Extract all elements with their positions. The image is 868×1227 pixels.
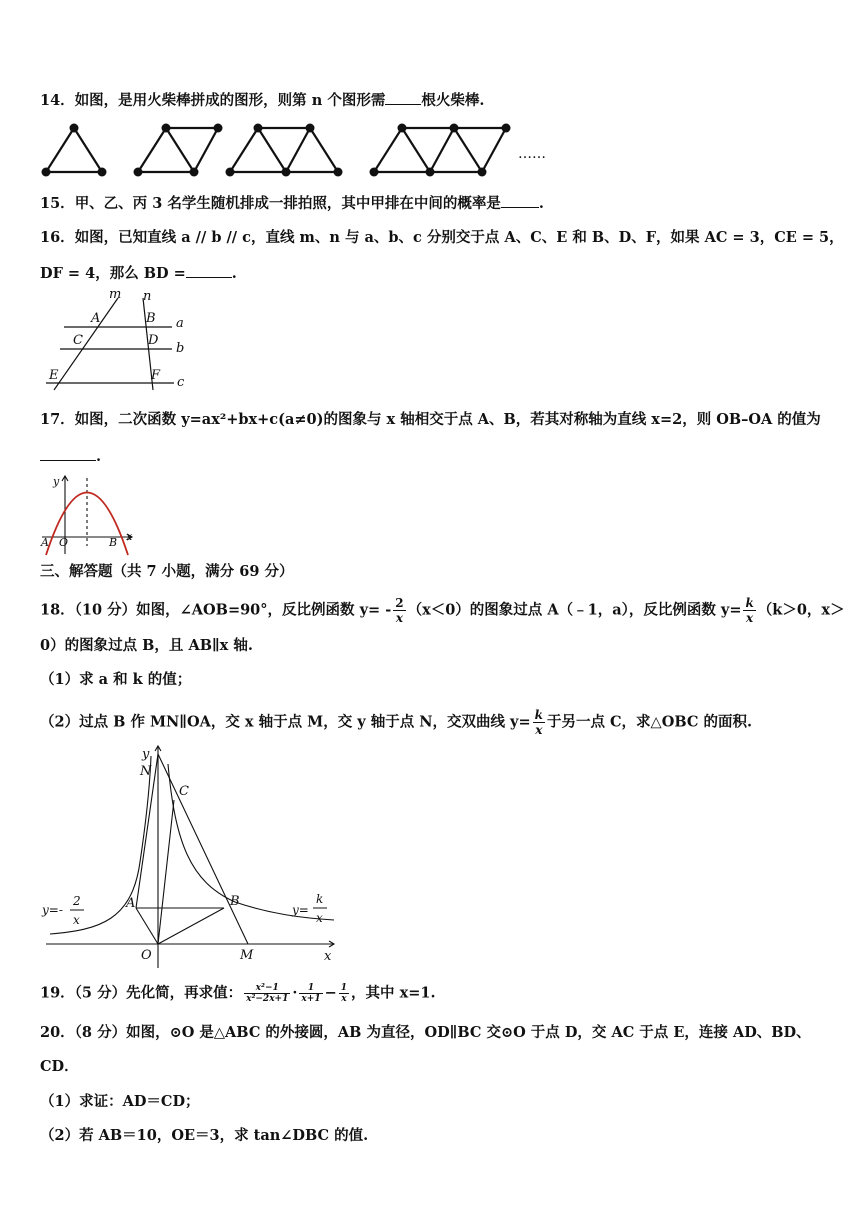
right-curve-denominator: x xyxy=(316,911,323,925)
q16-line1 xyxy=(40,228,844,248)
q19-line xyxy=(40,983,436,1004)
question-number: 15． xyxy=(40,195,75,212)
question-number: 19．（5 分） xyxy=(40,984,127,1002)
q14-text-end: 根火柴棒. xyxy=(421,92,485,109)
q19-text-end: ，其中 x=1. xyxy=(351,984,436,1002)
label-A: A xyxy=(41,536,49,549)
q17-line1 xyxy=(40,410,821,430)
denominator: x²−2x+1 xyxy=(246,994,289,1004)
q18-text: 如图，∠AOB=90°，反比例函数 y= - xyxy=(136,601,392,619)
ellipsis-text: …… xyxy=(518,146,546,162)
hyperbola-figure xyxy=(40,742,340,968)
q16-text-2: DF = 4，那么 BD = xyxy=(40,265,186,282)
label-y: y xyxy=(142,747,150,762)
q19-text: 先化简，再求值： xyxy=(126,984,243,1002)
numerator: 1 xyxy=(340,983,348,993)
answer-blank xyxy=(501,193,539,208)
q18-line2: 0）的图象过点 B，且 AB∥x 轴. xyxy=(40,637,253,654)
label-E: E xyxy=(49,368,59,383)
label-B: B xyxy=(109,536,118,549)
q20-part2: （2）若 AB＝10，OE＝3，求 tan∠DBC 的值. xyxy=(40,1127,369,1144)
right-curve-label: y= xyxy=(292,903,309,917)
answer-blank xyxy=(385,90,421,105)
left-curve-denominator: x xyxy=(73,913,80,927)
label-a: a xyxy=(176,316,184,331)
fraction xyxy=(244,983,290,1004)
question-number: 16． xyxy=(40,229,75,246)
right-curve-numerator: k xyxy=(316,892,324,906)
label-x: x xyxy=(126,530,133,543)
q20-text: 如图，⊙O 是△ABC 的外接圆，AB 为直径，OD∥BC 交⊙O 于点 D，交 AC 于点 E，连接 AD、BD、 xyxy=(126,1024,811,1041)
numerator: 1 xyxy=(299,983,322,994)
answer-blank xyxy=(40,446,96,461)
numerator: k xyxy=(745,596,754,610)
q18-part1: （1）求 a 和 k 的值； xyxy=(40,671,192,688)
denominator: x xyxy=(535,723,543,737)
label-F: F xyxy=(151,368,161,383)
fraction xyxy=(339,983,349,1004)
q16-line2 xyxy=(40,263,237,284)
label-m: m xyxy=(109,287,122,302)
q17-line2 xyxy=(40,446,101,467)
label-n: n xyxy=(143,289,152,304)
label-B: B xyxy=(230,894,240,909)
fraction xyxy=(393,596,405,625)
label-b: b xyxy=(176,341,185,356)
fraction xyxy=(533,708,545,737)
answer-blank xyxy=(186,263,232,278)
parallel-lines-figure xyxy=(40,286,200,392)
denominator: x xyxy=(746,611,754,625)
q20-line2: CD． xyxy=(40,1058,79,1075)
q14-text: 如图，是用火柴棒拼成的图形，则第 n 个图形需 xyxy=(74,92,386,109)
q17-text-end: . xyxy=(96,448,102,465)
q20-line1 xyxy=(40,1023,811,1043)
label-D: D xyxy=(148,333,159,348)
label-A: A xyxy=(126,896,136,911)
numerator: x²−1 xyxy=(244,983,290,994)
label-C: C xyxy=(73,333,83,348)
fraction xyxy=(743,596,755,625)
label-C: C xyxy=(179,784,189,799)
label-B: B xyxy=(146,311,156,326)
q17-text: 如图，二次函数 y=ax²+bx+c(a≠0)的图象与 x 轴相交于点 A、B，若其对称轴为直线 x=2，则 OB–OA 的值为 xyxy=(74,411,821,428)
minus-operator: − xyxy=(324,984,337,1002)
q16-text-end: . xyxy=(231,265,237,282)
question-number: 20．（8 分） xyxy=(40,1024,127,1041)
q18-line1 xyxy=(40,596,845,625)
label-O: O xyxy=(141,948,152,963)
question-number: 14． xyxy=(40,92,75,109)
fraction xyxy=(299,983,322,1004)
denominator: x xyxy=(395,611,403,625)
q15-text: 甲、乙、丙 3 名学生随机排成一排拍照，其中甲排在中间的概率是 xyxy=(74,195,501,212)
q14-line xyxy=(40,90,484,111)
label-c: c xyxy=(177,375,185,390)
q15-text-end: . xyxy=(538,195,544,212)
q18-part2 xyxy=(40,708,752,737)
numerator: k xyxy=(534,708,543,722)
label-O: O xyxy=(59,536,69,549)
q18-text-c: （k＞0，x＞ xyxy=(757,601,845,619)
question-number: 17． xyxy=(40,411,75,428)
label-y: y xyxy=(53,475,60,488)
dot-operator: · xyxy=(292,984,298,1002)
label-N: N xyxy=(140,764,152,779)
numerator: 2 xyxy=(395,596,404,610)
question-number: 18．（10 分） xyxy=(40,601,137,619)
denominator: x+1 xyxy=(301,994,321,1004)
denominator: x xyxy=(341,994,347,1004)
matchstick-figure xyxy=(40,118,560,180)
label-x: x xyxy=(324,949,332,964)
left-curve-label: y=- xyxy=(42,903,63,917)
q20-part1: （1）求证：AD＝CD； xyxy=(40,1093,200,1110)
q18-part2-text: （2）过点 B 作 MN∥OA，交 x 轴于点 M，交 y 轴于点 N，交双曲线 y= xyxy=(40,713,531,731)
section-title: 三、解答题（共 7 小题，满分 69 分） xyxy=(40,563,294,580)
q15-line xyxy=(40,193,544,214)
label-M: M xyxy=(240,948,254,963)
left-curve-numerator: 2 xyxy=(73,894,81,908)
parabola-figure xyxy=(40,470,140,556)
label-A: A xyxy=(91,311,101,326)
q18-text-b: （x＜0）的图象过点 A（﹣1，a），反比例函数 y= xyxy=(407,601,742,619)
q16-text: 如图，已知直线 a // b // c，直线 m、n 与 a、b、c 分别交于点 A、C、E 和 B、D、F，如果 AC = 3，CE = 5， xyxy=(74,229,844,246)
q18-part2-text-b: 于另一点 C，求△OBC 的面积. xyxy=(546,713,752,731)
